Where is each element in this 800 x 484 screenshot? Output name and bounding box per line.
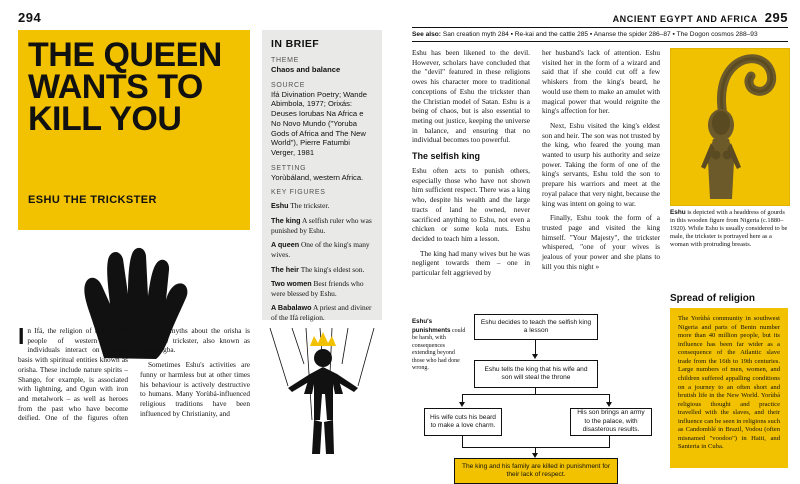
section-subhead: The selfish king	[412, 151, 481, 162]
flow-node-3: His wife cuts his beard to make a love charm.	[424, 408, 502, 436]
flow-node-4: His son brings an army to the palace, with disasterous results.	[570, 408, 652, 436]
body-paragraph: Eshu has been likened to the devil. However, scholars have concluded that the "devil" featured in these religions owes his character more to traditional conceptions of Eshu the trickster than the Christian model of Satan. Eshu is a being of chaos, but is also essential to meting out justice, keeping the universe in balance, and ensuring that no individual becomes too powerful.	[412, 48, 530, 145]
key-figure-item	[271, 240, 373, 259]
spread-heading: Spread of religion	[670, 293, 756, 304]
body-paragraph: The king had many wives but he was negligent towards them – one in particular felt aggrieved by	[412, 248, 530, 278]
flow-arrow-head	[459, 402, 465, 407]
key-figure-item	[271, 265, 373, 275]
key-figure-item	[271, 216, 373, 235]
statue-caption	[670, 209, 788, 249]
spread-panel	[670, 308, 788, 468]
body-paragraph: Sometimes Eshu's activities are funny or harmless but at other times his behaviour is actively destructive to humans. Many Yorùbá-influenced religious traditions have been influenced by Christianity, and	[140, 360, 250, 418]
spread-text: The Yorùbá community in southwest Nigeria and parts of Benin number more than 40 million people, but its influence has been far wider as a consequence of the Atlantic slave trade from the 16th to 19th centuries. Large numbers of men, women, and children suffered appalling conditions on a journey to an often short and brutish life in the New World. Yorùbá religious thought and practice travelled with the slaves, and their influence can be seen in religions such as Candomblé in Brazil, Vodou (often misnamed "voodoo") in Haiti, and Santeria in Cuba.	[678, 315, 780, 451]
page-number-right: 295	[764, 10, 788, 25]
page-number-left: 294	[18, 10, 42, 25]
page-subtitle: ESHU THE TRICKSTER	[28, 194, 157, 206]
flowchart-note-text: could be harsh, with consequences extending beyond those who had done wrong.	[412, 327, 466, 371]
page-title: THE QUEEN WANTS TO KILL YOU	[28, 36, 222, 138]
body-paragraph: Finally, Eshu took the form of a trusted page and visited the king himself. "Your Majesty", the trickster whispered, "one of your wives is jealous of your power and she plans to kill you this night »	[542, 213, 660, 271]
in-brief-panel	[262, 30, 382, 323]
title-block	[18, 30, 250, 230]
key-figure-item	[271, 303, 373, 322]
key-figure-text: The trickster.	[290, 201, 330, 211]
body-paragraph: Next, Eshu visited the king's eldest son and heir. The son was not trusted by the king, who feared the young man wanted to usurp his authority and seize power. Taking the form of one of the king's servants, Eshu told the son to prepare his warriors and meet at the royal palace that very night, because the king was intent on going to war.	[542, 120, 660, 208]
right-body-text	[412, 48, 660, 303]
flow-node-2: Eshu tells the king that his wife and son will steal the throne	[474, 360, 598, 388]
key-figure-text: A priest and diviner of the Ifá religion.	[271, 303, 372, 323]
key-figures-label: KEY FIGURES	[271, 189, 326, 197]
left-body-text	[18, 323, 250, 476]
key-figure-text: A selfish ruler who was punished by Eshu.	[271, 216, 372, 235]
setting-label: SETTING	[271, 164, 307, 172]
header-rule	[412, 27, 788, 28]
source-value: Ifá Divination Poetry; Wande Abimbola, 1977; Orixás: Deuses Iorubas Na Africa e No Novo Mundo ("Yoruba Gods of Africa and The New World"), Pierre Fatumbi Verger, 1981	[271, 89, 367, 158]
key-figure-text: The king's eldest son.	[300, 264, 365, 274]
flowchart-note	[412, 318, 466, 373]
see-also-rule	[412, 41, 788, 42]
key-figure-item	[271, 279, 373, 298]
see-also-label: See also:	[412, 31, 441, 38]
statue-caption-lead: Eshu	[670, 209, 686, 216]
see-also-references: San creation myth 284 ▪ Re-kai and the cattle 285 ▪ Ananse the spider 286–87 ▪ The Dogon cosmos 288–93	[442, 31, 758, 38]
right-page	[400, 0, 800, 478]
theme-value: Chaos and balance	[271, 65, 341, 74]
key-figure-name: The king	[271, 216, 301, 226]
statue-caption-text: is depicted with a headdress of gourds in this wooden figure from Nigeria (c.1880–1920). While Eshu is usually considered to be male, the trickster is portrayed here as a woman with protruding breasts.	[670, 209, 788, 248]
see-also-line	[412, 31, 788, 38]
key-figure-name: Two women	[271, 279, 312, 289]
in-brief-heading: IN BRIEF	[271, 38, 320, 50]
flowchart	[412, 310, 660, 478]
key-figure-item	[271, 201, 373, 211]
flow-arrow-line	[462, 394, 610, 395]
drop-cap: I	[18, 323, 25, 349]
body-paragraph-text: n Ifá, the religion of the Yorùbá people of western Africa, individuals interact on a daily basis with spiritual entities known as orisha. These include nature spirits – Shango, for example, is associated with lightning, and Ogun with iron and metalwork – as well as heroes from the past who have become deified. One of the figures often found in myths about the orisha is Eshu the trickster, also known as Esù-Elegba.	[18, 326, 250, 423]
key-figure-text: One of the king's many wives.	[271, 240, 370, 259]
left-page	[0, 0, 400, 478]
key-figure-name: A queen	[271, 240, 300, 250]
marionette-illustration	[262, 328, 388, 468]
flow-arrow-line	[535, 388, 536, 394]
flow-arrow-head	[606, 402, 612, 407]
flowchart-note-title: Eshu's punishments	[412, 318, 451, 334]
key-figure-name: Eshu	[271, 201, 289, 211]
flow-arrow-head	[532, 354, 538, 359]
key-figure-text: Best friends who were blessed by Eshu.	[271, 279, 364, 298]
setting-value: Yorùbáland, western Africa.	[271, 172, 364, 182]
theme-label: THEME	[271, 57, 299, 64]
flow-node-1: Eshu decides to teach the selfish king a lesson	[474, 314, 598, 340]
body-paragraph: her husband's lack of attention. Eshu visited her in the form of a wizard and said that if she could cut off a few whiskers from the king's beard, he would use them to make an amulet with magical power that would reignite the king's affection for her.	[542, 48, 660, 116]
body-paragraph: Eshu often acts to punish others, especially those who have not shown him sufficient respect. There was a king who, despite his wealth and the large tracts of land he owned, never sacrificed anything to Eshu, not even a chicken or some kola nuts. Eshu decided to teach him a lesson.	[412, 166, 530, 243]
flow-node-5: The king and his family are killed in punishment for their lack of respect.	[454, 458, 618, 484]
running-head-text: ANCIENT EGYPT AND AFRICA	[612, 14, 758, 24]
source-label: SOURCE	[271, 81, 306, 89]
key-figure-name: A Babalawo	[271, 303, 312, 313]
statue-image	[670, 48, 790, 206]
key-figure-name: The heir	[271, 264, 299, 274]
running-head	[613, 10, 788, 25]
